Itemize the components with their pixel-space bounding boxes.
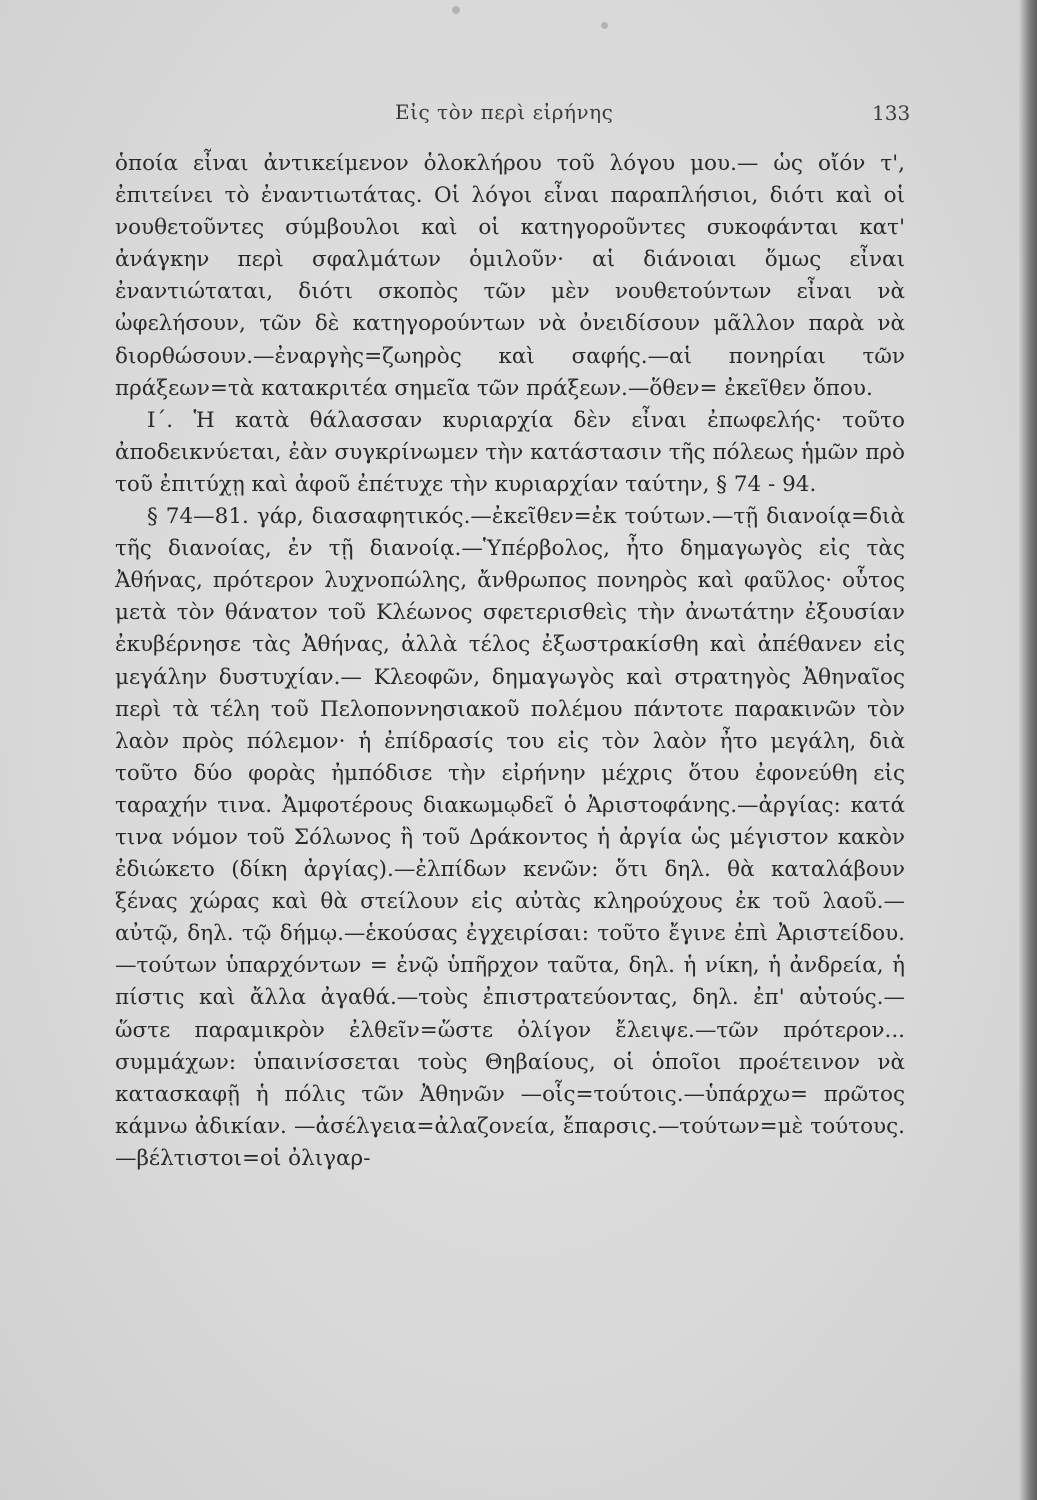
paper-spot bbox=[452, 6, 460, 14]
paragraph-commentary-2: § 74—81. γάρ, διασαφητικός.—ἐκεῖθεν=ἐκ τούτων.—τῇ διανοίᾳ=διὰ τῆς διανοίας, ἐν τῇ διανοίᾳ.—Ὑπέρβολος, ἦτο δημαγωγὸς εἰς τὰς Ἀθήνας, πρότερον λυχνοπώλης, ἄνθρωπος πονηρὸς καὶ φαῦλος· οὗτος μετὰ τὸν θάνατον τοῦ Κλέωνος σφετερισθεὶς τὴν ἀνωτάτην ἐξουσίαν ἐκυβέρνησε τὰς Ἀθήνας, ἀλλὰ τέλος ἐξωστρακίσθη καὶ ἀπέθανεν εἰς μεγάλην δυστυχίαν.— Κλεοφῶν, δημαγωγὸς καὶ στρατηγὸς Ἀθηναῖος περὶ τὰ τέλη τοῦ Πελοποννησιακοῦ πολέμου πάντοτε παρακινῶν τὸν λαὸν πρὸς πόλεμον· ἡ ἐπίδρασίς του εἰς τὸν λαὸν ἦτο μεγάλη, διὰ τοῦτο δύο φορὰς ἠμπόδισε τὴν εἰρήνην μέχρις ὅτου ἐφονεύθη εἰς ταραχήν τινα. Ἀμφοτέρους διακωμῳδεῖ ὁ Ἀριστοφάνης.—ἀργίας: κατά τινα νόμον τοῦ Σόλωνος ἢ τοῦ Δράκοντος ἡ ἀργία ὡς μέγιστον κακὸν ἐδιώκετο (δίκη ἀργίας).—ἐλπίδων κενῶν: ὅτι δηλ. θὰ καταλάβουν ξένας χώρας καὶ θὰ στείλουν εἰς αὐτὰς κληρούχους ἐκ τοῦ λαοῦ.—αὐτῷ, δηλ. τῷ δήμῳ.—ἑκούσας ἐγχειρίσαι: τοῦτο ἔγινε ἐπὶ Ἀριστείδου.—τούτων ὑπαρχόντων = ἐνῷ ὑπῆρχον ταῦτα, δηλ. ἡ νίκη, ἡ ἀνδρεία, ἡ πίστις καὶ ἄλλα ἀγαθά.—τοὺς ἐπιστρατεύοντας, δηλ. ἐπ' αὐτούς.— ὥστε παραμικρὸν ἐλθεῖν=ὥστε ὀλίγον ἔλειψε.—τῶν πρότερον... συμμάχων: ὑπαινίσσεται τοὺς Θηβαίους, οἱ ὁποῖοι προέτεινον νὰ κατασκαφῇ ἡ πόλις τῶν Ἀθηνῶν —οἷς=τούτοις.—ὑπάρχω= πρῶτος κάμνω ἀδικίαν. —ἀσέλγεια=ἀλαζονεία, ἔπαρσις.—τούτων=μὲ τούτους.—βέλτιστοι=οἱ ὀλιγαρ- bbox=[115, 504, 905, 1171]
running-head-title: Εἰς τὸν περὶ εἰρήνης bbox=[395, 100, 614, 124]
paragraph-commentary-1: ὁποία εἶναι ἀντικείμενον ὁλοκλήρου τοῦ λόγου μου.— ὡς οἴόν τ', ἐπιτείνει τὸ ἐναντιωτάτας. Οἱ λόγοι εἶναι παραπλήσιοι, διότι καὶ οἱ νουθετοῦντες σύμβουλοι καὶ οἱ κατηγοροῦντες συκοφάνται κατ' ἀνάγκην περὶ σφαλμάτων ὁμιλοῦν· αἱ διάνοιαι ὅμως εἶναι ἐναντιώταται, διότι σκοπὸς τῶν μὲν νουθετούντων εἶναι νὰ ὠφελήσουν, τῶν δὲ κατηγορούντων νὰ ὀνειδίσουν μᾶλλον παρὰ νὰ διορθώσουν.—ἐναργὴς=ζωηρὸς καὶ σαφής.—αἱ πονηρίαι τῶν πράξεων=τὰ κατακριτέα σημεῖα τῶν πράξεων.—ὅθεν= ἐκεῖθεν ὅπου. bbox=[115, 151, 905, 401]
body-text bbox=[115, 148, 905, 1175]
page-number: 133 bbox=[872, 101, 911, 125]
paragraph-section-summary: Ι΄. Ἡ κατὰ θάλασσαν κυριαρχία δὲν εἶναι ἐπωφελής· τοῦτο ἀποδεικνύεται, ἐὰν συγκρίνωμεν τὴν κατάστασιν τῆς πόλεως ἡμῶν πρὸ τοῦ ἐπιτύχῃ καὶ ἀφοῦ ἐπέτυχε τὴν κυριαρχίαν ταύτην, § 74 - 94. bbox=[115, 407, 905, 497]
paper-spot bbox=[601, 22, 608, 29]
page-edge-shadow bbox=[1019, 0, 1037, 1500]
